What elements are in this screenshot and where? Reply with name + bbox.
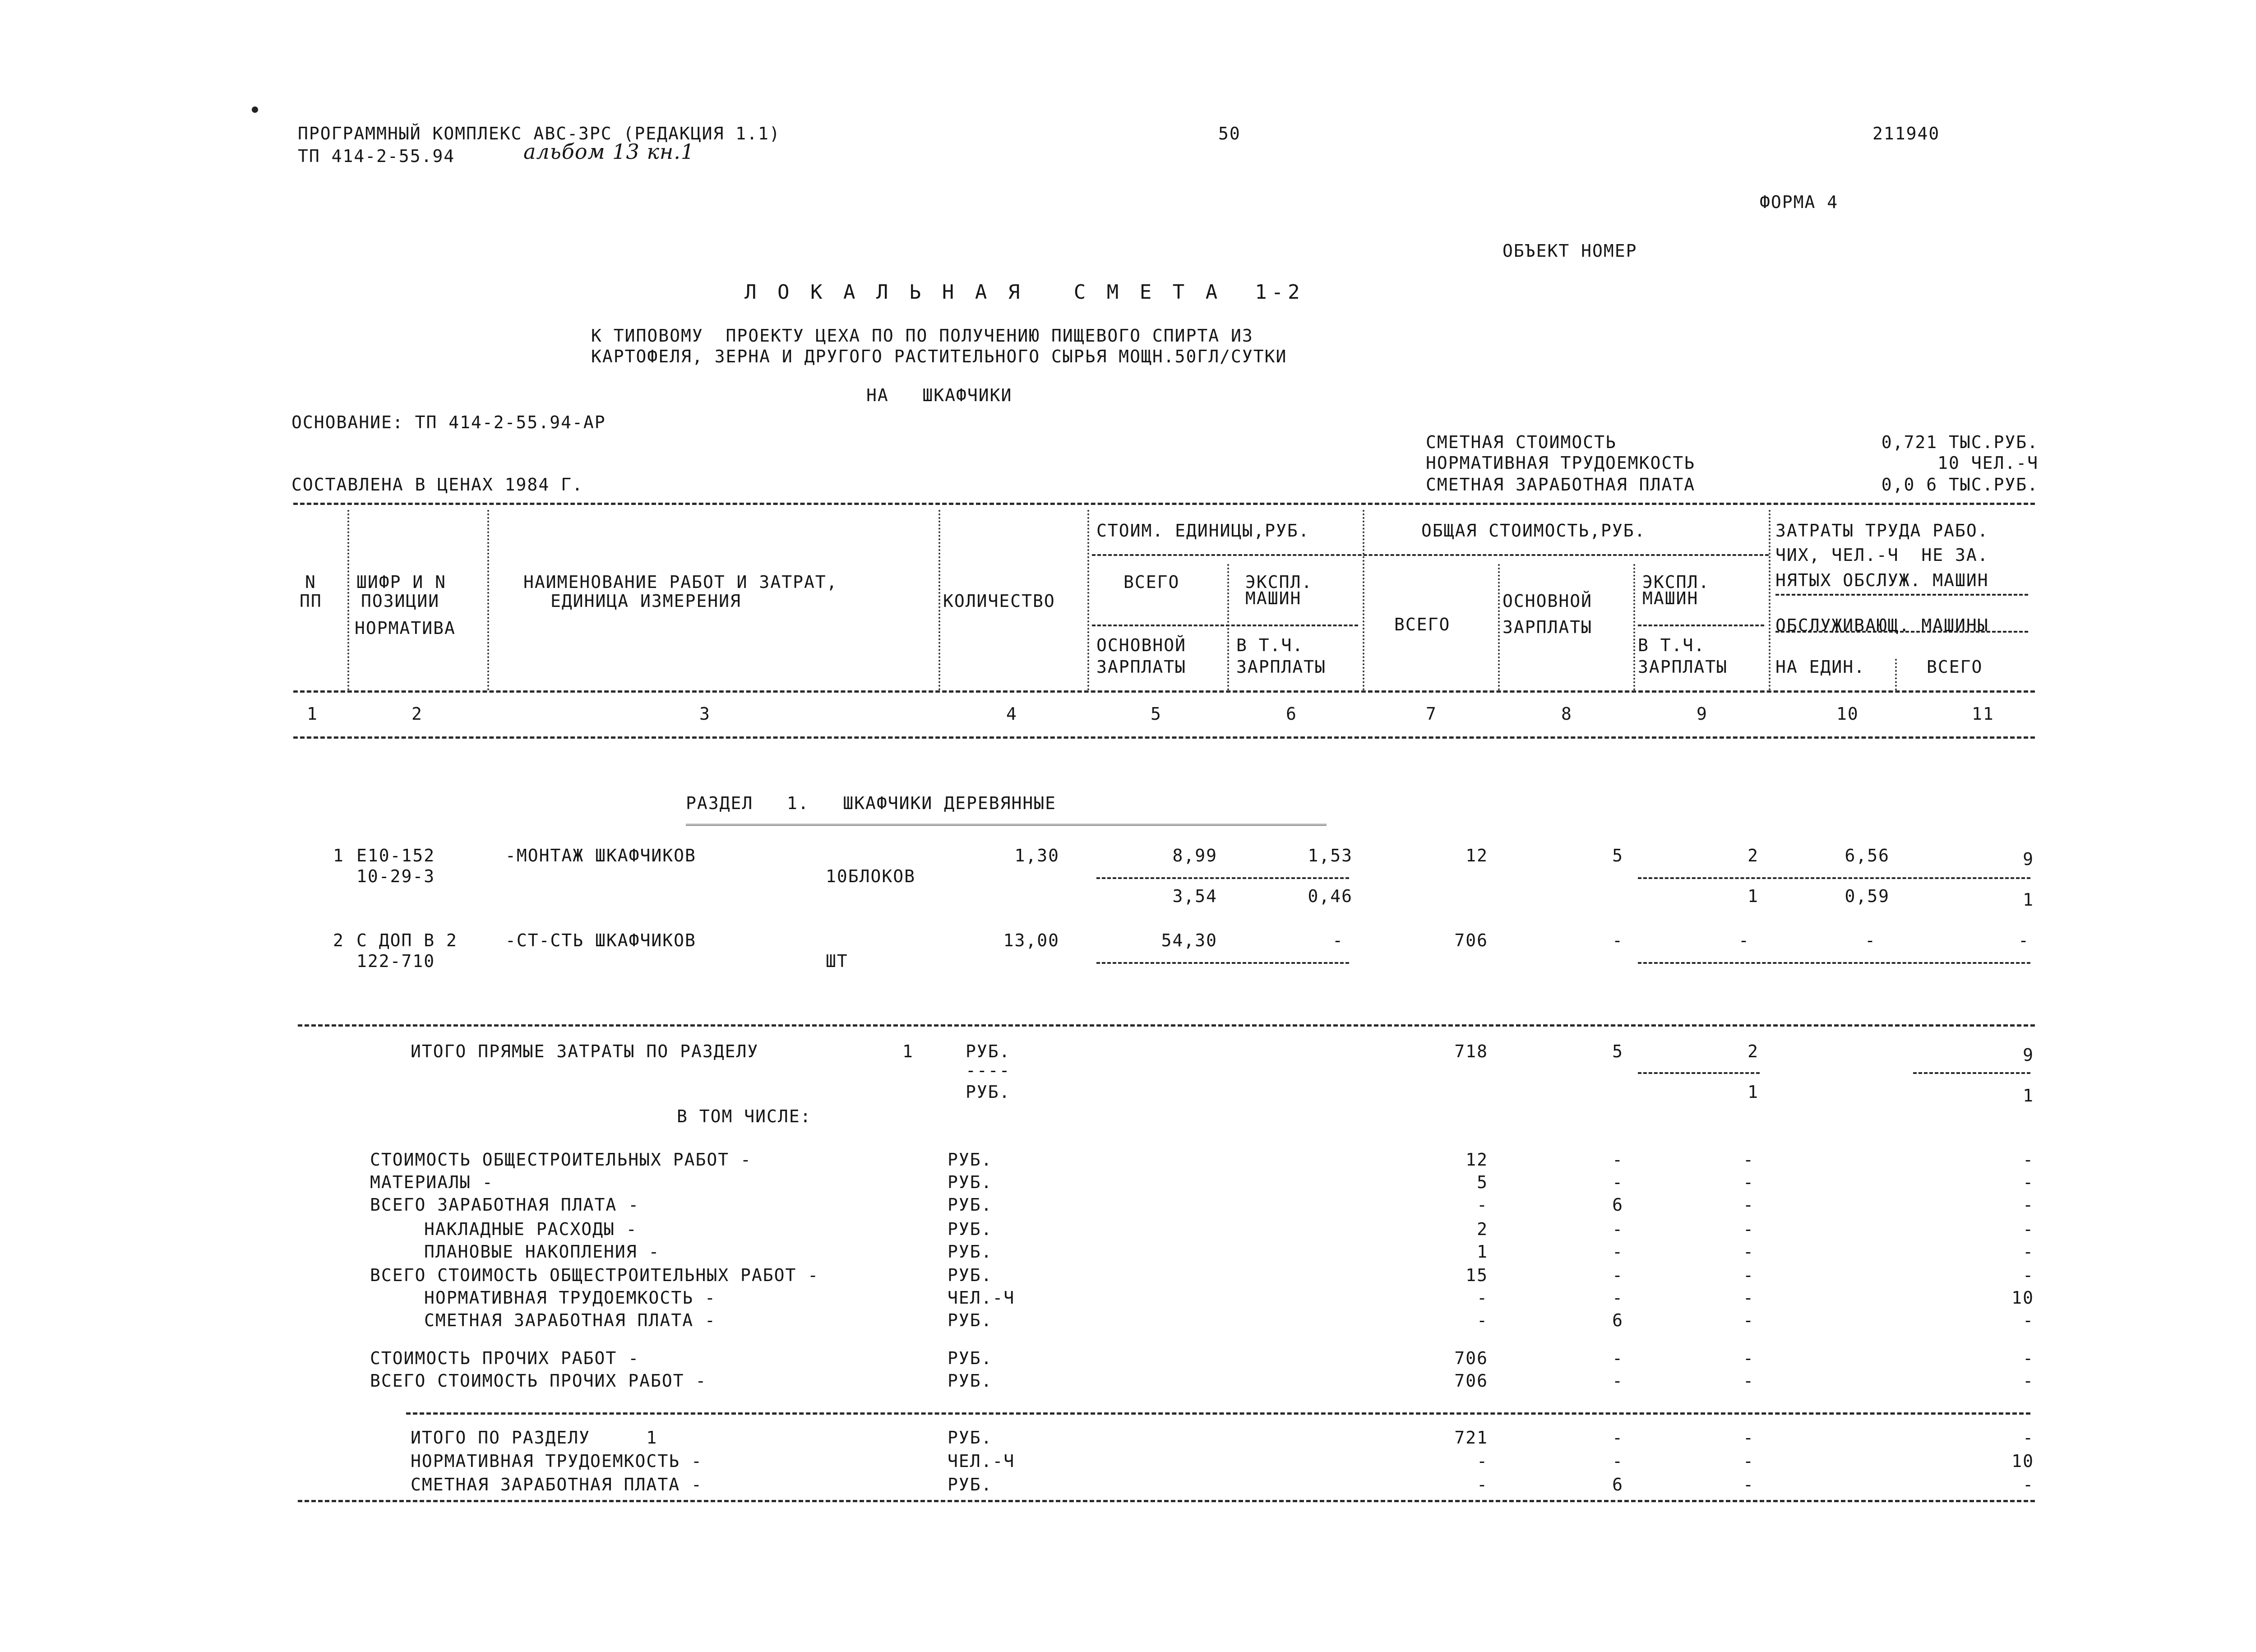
header-bottom-rule — [293, 736, 2035, 739]
estimate-title: Л О К А Л Ь Н А Я С М Е Т А 1-2 — [744, 281, 1304, 304]
col-sep — [1363, 510, 1364, 690]
final-total: - — [1477, 1451, 1488, 1471]
breakdown-labor: 10 — [2011, 1288, 2034, 1308]
hdr-unit-osn-1: ОСНОВНОЙ — [1096, 635, 1187, 655]
breakdown-unit: РУБ. — [948, 1195, 993, 1215]
colnum-6: 6 — [1286, 704, 1297, 724]
final-labor: - — [2023, 1428, 2034, 1448]
breakdown-unit: РУБ. — [948, 1172, 993, 1192]
including-label: В ТОМ ЧИСЛЕ: — [677, 1106, 812, 1126]
breakdown-label: СТОИМОСТЬ ОБЩЕСТРОИТЕЛЬНЫХ РАБОТ - — [370, 1150, 752, 1170]
breakdown-label: ВСЕГО СТОИМОСТЬ ПРОЧИХ РАБОТ - — [370, 1371, 707, 1391]
breakdown-total: 15 — [1465, 1265, 1488, 1285]
hdr-pp: ПП — [300, 591, 322, 611]
program-name: ПРОГРАММНЫЙ КОМПЛЕКС АВС-3РС (РЕДАКЦИЯ 1.1) — [298, 124, 781, 143]
header-mid-rule — [293, 690, 2035, 693]
breakdown-total: 2 — [1477, 1219, 1488, 1239]
summary-cost-label: СМЕТНАЯ СТОИМОСТЬ — [1426, 432, 1617, 452]
item1-qty: 1,30 — [1014, 846, 1059, 865]
item1-labor-total: 9 — [2023, 849, 2034, 869]
hdr-rule — [1092, 554, 1769, 556]
hdr-total-ekspl-2: МАШИН — [1642, 588, 1699, 608]
breakdown-labor: - — [2023, 1371, 2034, 1391]
hdr-name-2: ЕДИНИЦА ИЗМЕРЕНИЯ — [550, 591, 741, 611]
breakdown-labor: - — [2023, 1310, 2034, 1330]
final-mach: - — [1743, 1451, 1754, 1471]
title-line-2: КАРТОФЕЛЯ, ЗЕРНА И ДРУГОГО РАСТИТЕЛЬНОГО СЫРЬЯ МОЩН.50ГЛ/СУТКИ — [591, 347, 1287, 366]
breakdown-mach: - — [1743, 1310, 1754, 1330]
hdr-rule — [1092, 625, 1358, 626]
breakdown-wage: - — [1612, 1348, 1623, 1368]
direct-total-labor: 9 — [2023, 1045, 2034, 1065]
item1-unit-total: 8,99 — [1172, 846, 1217, 865]
breakdown-mach: - — [1743, 1265, 1754, 1285]
hdr-code-3: НОРМАТИВА — [355, 618, 456, 638]
hdr-n: N — [305, 572, 316, 592]
breakdown-unit: РУБ. — [948, 1150, 993, 1170]
items-bottom-rule — [298, 1024, 2035, 1027]
breakdown-labor: - — [2023, 1172, 2034, 1192]
final-labor: 10 — [2011, 1451, 2034, 1471]
hdr-unit-cost: СТОИМ. ЕДИНИЦЫ,РУБ. — [1096, 521, 1310, 541]
breakdown-mach: - — [1743, 1150, 1754, 1170]
breakdown-total: 1 — [1477, 1242, 1488, 1262]
breakdown-unit: РУБ. — [948, 1265, 993, 1285]
breakdown-total: - — [1477, 1195, 1488, 1215]
item1-n: 1 — [333, 846, 344, 865]
breakdown-wage: - — [1612, 1172, 1623, 1192]
col-sep — [347, 510, 349, 690]
summary-labor-value: 10 ЧЕЛ.-Ч — [1937, 453, 2039, 473]
hdr-code-2: ПОЗИЦИИ — [361, 591, 440, 611]
breakdown-labor: - — [2023, 1265, 2034, 1285]
breakdown-label: СТОИМОСТЬ ПРОЧИХ РАБОТ - — [370, 1348, 640, 1368]
item2-mach: - — [1738, 930, 1750, 950]
colnum-3: 3 — [699, 704, 711, 724]
col-sep — [1895, 659, 1897, 690]
breakdown-mach: - — [1743, 1172, 1754, 1192]
breakdown-total: 706 — [1454, 1371, 1488, 1391]
item2-code1: С ДОП В 2 — [356, 930, 458, 950]
item1-wage: 5 — [1612, 846, 1623, 865]
item1-code2: 10-29-3 — [356, 866, 435, 886]
hdr-unit-vtch-2: ЗАРПЛАТЫ — [1236, 657, 1327, 677]
final-label: ИТОГО ПО РАЗДЕЛУ 1 — [411, 1428, 658, 1448]
summary-cost-value: 0,721 ТЫС.РУБ. — [1881, 432, 2039, 452]
stray-dot — [252, 106, 258, 113]
breakdown-wage: - — [1612, 1150, 1623, 1170]
hdr-total-osn-1: ОСНОВНОЙ — [1502, 591, 1593, 611]
item1-mach: 2 — [1747, 846, 1759, 865]
object-label: ОБЪЕКТ НОМЕР — [1502, 241, 1637, 261]
project-code: ТП 414-2-55.94 — [298, 146, 455, 166]
final-unit: ЧЕЛ.-Ч — [948, 1451, 1015, 1471]
final-label: НОРМАТИВНАЯ ТРУДОЕМКОСТЬ - — [411, 1451, 703, 1471]
direct-total-unit-dash: ---- — [966, 1060, 1011, 1080]
hdr-total-vtch-2: ЗАРПЛАТЫ — [1638, 657, 1728, 677]
breakdown-unit: РУБ. — [948, 1242, 993, 1262]
hdr-total-vtch-1: В Т.Ч. — [1638, 635, 1706, 655]
breakdown-wage: - — [1612, 1219, 1623, 1239]
hdr-code-1: ШИФР И N — [356, 572, 447, 592]
final-total: - — [1477, 1475, 1488, 1495]
item2-unit-total: 54,30 — [1161, 930, 1217, 950]
direct-total-mach-wage: 1 — [1747, 1082, 1759, 1102]
hdr-rule — [1775, 594, 2028, 596]
hdr-labor-2: ЧИХ, ЧЕЛ.-Ч НЕ ЗА. — [1775, 545, 1989, 565]
hdr-total-osn-2: ЗАРПЛАТЫ — [1502, 617, 1593, 637]
breakdown-mach: - — [1743, 1288, 1754, 1308]
item2-unit: ШТ — [826, 951, 848, 971]
colnum-9: 9 — [1697, 704, 1708, 724]
final-unit: РУБ. — [948, 1428, 993, 1448]
col-sep — [938, 510, 940, 690]
item2-qty: 13,00 — [1003, 930, 1059, 950]
item1-labor-total2: 1 — [2023, 890, 2034, 910]
colnum-8: 8 — [1561, 704, 1572, 724]
colnum-4: 4 — [1006, 704, 1017, 724]
basis: ОСНОВАНИЕ: ТП 414-2-55.94-АР — [291, 412, 606, 432]
direct-rule — [1638, 1072, 1760, 1074]
direct-rule — [1913, 1072, 2030, 1074]
item1-name: -МОНТАЖ ШКАФЧИКОВ — [505, 846, 696, 865]
item1-mach-wage: 1 — [1747, 886, 1759, 906]
final-label: СМЕТНАЯ ЗАРАБОТНАЯ ПЛАТА - — [411, 1475, 703, 1495]
item1-unit-mach: 1,53 — [1308, 846, 1353, 865]
breakdown-mach: - — [1743, 1371, 1754, 1391]
item2-code2: 122-710 — [356, 951, 435, 971]
breakdown-label: МАТЕРИАЛЫ - — [370, 1172, 494, 1192]
item2-rule — [1096, 962, 1349, 964]
breakdown-label: СМЕТНАЯ ЗАРАБОТНАЯ ПЛАТА - — [424, 1310, 716, 1330]
col-sep — [1227, 564, 1229, 690]
hdr-labor-unit: НА ЕДИН. — [1775, 657, 1866, 677]
col-sep — [1087, 510, 1089, 690]
col-sep — [1633, 564, 1635, 690]
summary-wage-label: СМЕТНАЯ ЗАРАБОТНАЯ ПЛАТА — [1426, 475, 1696, 495]
price-basis: СОСТАВЛЕНА В ЦЕНАХ 1984 Г. — [291, 475, 583, 495]
breakdown-unit: РУБ. — [948, 1219, 993, 1239]
breakdown-unit: ЧЕЛ.-Ч — [948, 1288, 1015, 1308]
item1-labor-unit2: 0,59 — [1845, 886, 1890, 906]
breakdown-total: 5 — [1477, 1172, 1488, 1192]
hdr-unit-ekspl-1: ЭКСПЛ. — [1245, 572, 1313, 592]
breakdown-wage: - — [1612, 1242, 1623, 1262]
breakdown-label: ВСЕГО ЗАРАБОТНАЯ ПЛАТА - — [370, 1195, 640, 1215]
hdr-name-1: НАИМЕНОВАНИЕ РАБОТ И ЗАТРАТ, — [523, 572, 838, 592]
summary-labor-label: НОРМАТИВНАЯ ТРУДОЕМКОСТЬ — [1426, 453, 1696, 473]
colnum-1: 1 — [307, 704, 318, 724]
direct-total-unit: РУБ. — [966, 1041, 1011, 1061]
breakdown-label: ВСЕГО СТОИМОСТЬ ОБЩЕСТРОИТЕЛЬНЫХ РАБОТ - — [370, 1265, 819, 1285]
form-label: ФОРМА 4 — [1760, 192, 1839, 212]
section-title: РАЗДЕЛ 1. ШКАФЧИКИ ДЕРЕВЯННЫЕ — [686, 793, 1056, 813]
col-sep — [1769, 510, 1771, 690]
final-unit: РУБ. — [948, 1475, 993, 1495]
hdr-labor-1: ЗАТРАТЫ ТРУДА РАБО. — [1775, 521, 1989, 541]
breakdown-total: - — [1477, 1310, 1488, 1330]
handwritten-note: альбом 13 кн.1 — [523, 139, 695, 164]
hdr-labor-total: ВСЕГО — [1927, 657, 1983, 677]
item1-labor-unit: 6,56 — [1845, 846, 1890, 865]
hdr-total-cost: ОБЩАЯ СТОИМОСТЬ,РУБ. — [1421, 521, 1646, 541]
item2-n: 2 — [333, 930, 344, 950]
summary-wage-value: 0,0 6 ТЫС.РУБ. — [1881, 475, 2039, 495]
direct-total-label: ИТОГО ПРЯМЫЕ ЗАТРАТЫ ПО РАЗДЕЛУ — [411, 1041, 759, 1061]
breakdown-wage: 6 — [1612, 1195, 1623, 1215]
item1-rule — [1096, 877, 1349, 879]
item1-unit: 10БЛОКОВ — [826, 866, 916, 886]
breakdown-wage: - — [1612, 1288, 1623, 1308]
item1-unit-mach-wage: 0,46 — [1308, 886, 1353, 906]
hdr-unit-vsego: ВСЕГО — [1123, 572, 1180, 592]
colnum-11: 11 — [1972, 704, 1994, 724]
item2-unit-mach: - — [1332, 930, 1344, 950]
breakdown-bottom-rule — [406, 1412, 2030, 1415]
item2-total: 706 — [1454, 930, 1488, 950]
breakdown-total: 706 — [1454, 1348, 1488, 1368]
hdr-unit-vtch-1: В Т.Ч. — [1236, 635, 1304, 655]
hdr-total-vsego: ВСЕГО — [1394, 615, 1451, 634]
breakdown-mach: - — [1743, 1219, 1754, 1239]
hdr-unit-ekspl-2: МАШИН — [1245, 588, 1302, 608]
breakdown-wage: 6 — [1612, 1310, 1623, 1330]
item2-name: -СТ-СТЬ ШКАФЧИКОВ — [505, 930, 696, 950]
breakdown-unit: РУБ. — [948, 1310, 993, 1330]
breakdown-label: ПЛАНОВЫЕ НАКОПЛЕНИЯ - — [424, 1242, 660, 1262]
direct-total-value: 718 — [1454, 1041, 1488, 1061]
final-wage: - — [1612, 1451, 1623, 1471]
direct-total-section: 1 — [902, 1041, 914, 1061]
breakdown-total: - — [1477, 1288, 1488, 1308]
breakdown-label: НОРМАТИВНАЯ ТРУДОЕМКОСТЬ - — [424, 1288, 716, 1308]
title-line-1: К ТИПОВОМУ ПРОЕКТУ ЦЕХА ПО ПО ПОЛУЧЕНИЮ ПИЩЕВОГО СПИРТА ИЗ — [591, 326, 1253, 346]
hdr-unit-osn-2: ЗАРПЛАТЫ — [1096, 657, 1187, 677]
item2-labor-total: - — [2018, 930, 2029, 950]
item1-total: 12 — [1465, 846, 1488, 865]
page-bottom-rule — [298, 1500, 2035, 1502]
breakdown-labor: - — [2023, 1242, 2034, 1262]
breakdown-mach: - — [1743, 1242, 1754, 1262]
col-sep — [487, 510, 489, 690]
final-mach: - — [1743, 1475, 1754, 1495]
breakdown-labor: - — [2023, 1150, 2034, 1170]
breakdown-mach: - — [1743, 1195, 1754, 1215]
hdr-labor-sub: ОБСЛУЖИВАЮЩ. МАШИНЫ — [1775, 615, 1989, 635]
hdr-rule — [1638, 625, 1764, 626]
direct-total-wage: 5 — [1612, 1041, 1623, 1061]
page-number: 50 — [1218, 124, 1241, 143]
item1-unit-wage: 3,54 — [1172, 886, 1217, 906]
breakdown-total: 12 — [1465, 1150, 1488, 1170]
breakdown-unit: РУБ. — [948, 1371, 993, 1391]
final-wage: 6 — [1612, 1475, 1623, 1495]
item2-rule — [1638, 962, 2030, 964]
final-mach: - — [1743, 1428, 1754, 1448]
breakdown-wage: - — [1612, 1265, 1623, 1285]
item2-labor-unit: - — [1865, 930, 1876, 950]
title-line-3: НА ШКАФЧИКИ — [866, 385, 1012, 405]
col-sep — [1498, 564, 1500, 690]
item2-wage: - — [1612, 930, 1623, 950]
breakdown-labor: - — [2023, 1195, 2034, 1215]
colnum-2: 2 — [411, 704, 423, 724]
item1-code1: Е10-152 — [356, 846, 435, 865]
breakdown-labor: - — [2023, 1219, 2034, 1239]
breakdown-mach: - — [1743, 1348, 1754, 1368]
direct-total-mach: 2 — [1747, 1041, 1759, 1061]
breakdown-unit: РУБ. — [948, 1348, 993, 1368]
colnum-5: 5 — [1151, 704, 1162, 724]
breakdown-label: НАКЛАДНЫЕ РАСХОДЫ - — [424, 1219, 638, 1239]
breakdown-wage: - — [1612, 1371, 1623, 1391]
final-total: 721 — [1454, 1428, 1488, 1448]
document-number: 211940 — [1872, 124, 1940, 143]
header-top-rule — [293, 503, 2035, 505]
item1-rule — [1638, 877, 2030, 879]
direct-total-unit-2: РУБ. — [966, 1082, 1011, 1102]
final-labor: - — [2023, 1475, 2034, 1495]
colnum-10: 10 — [1836, 704, 1859, 724]
direct-total-labor2: 1 — [2023, 1086, 2034, 1106]
hdr-total-ekspl-1: ЭКСПЛ. — [1642, 572, 1710, 592]
breakdown-labor: - — [2023, 1348, 2034, 1368]
hdr-labor-3: НЯТЫХ ОБСЛУЖ. МАШИН — [1775, 570, 1989, 590]
section-underline — [686, 824, 1327, 826]
colnum-7: 7 — [1426, 704, 1437, 724]
final-wage: - — [1612, 1428, 1623, 1448]
hdr-qty: КОЛИЧЕСТВО — [943, 591, 1055, 611]
